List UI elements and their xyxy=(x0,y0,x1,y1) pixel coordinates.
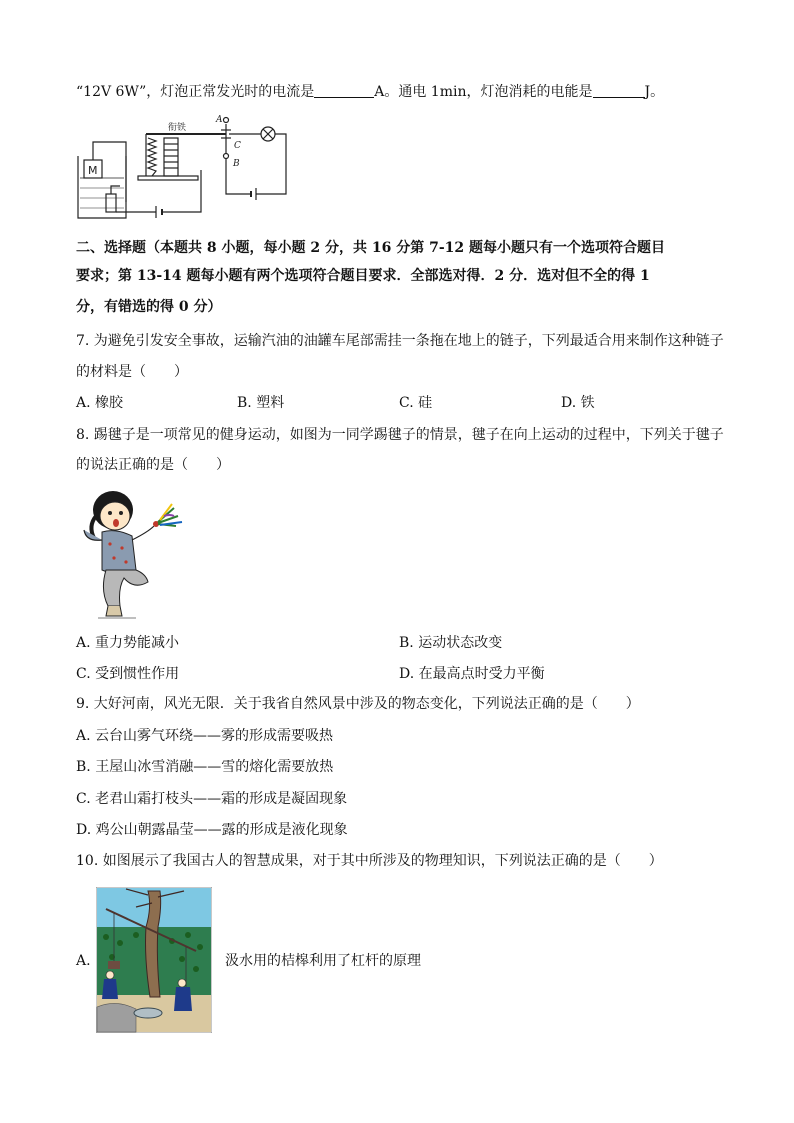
section2-heading-line1: 二、选择题（本题共 8 小题，每小题 2 分，共 16 分第 7-12 题每小题只有一个选项符合题目 xyxy=(76,240,665,256)
section2-heading-line2: 要求；第 13-14 题每小题有两个选项符合题目要求．全部选对得．2 分．选对但不全的得 1 xyxy=(76,268,650,284)
q6-tail-start: “12V 6W”，灯泡正常发光时的电流是 xyxy=(76,84,315,100)
section2-heading-line3: 分，有错选的得 0 分） xyxy=(76,299,222,315)
q9-option-d[interactable]: D. 鸡公山朝露晶莹——露的形成是液化现象 xyxy=(76,822,348,838)
q7-option-d[interactable]: D. 铁 xyxy=(561,395,595,411)
shuttlecock-kicking-illustration xyxy=(78,486,190,622)
well-sweep-illustration xyxy=(96,887,212,1033)
q9-stem: 9. 大好河南，风光无限．关于我省自然风景中涉及的物态变化，下列说法正确的是（ ） xyxy=(76,696,640,712)
q6-current-blank[interactable] xyxy=(314,83,374,98)
q7-option-c[interactable]: C. 硅 xyxy=(399,395,433,411)
q6-tail-unit1: A。通电 1min，灯泡消耗的电能是 xyxy=(374,84,593,100)
q10-option-a-text[interactable]: 汲水用的桔槔利用了杠杆的原理 xyxy=(225,953,421,969)
q8-stem-line2: 的说法正确的是（ ） xyxy=(76,457,230,473)
q8-stem-line1: 8. 踢毽子是一项常见的健身运动，如图为一同学踢毽子的情景，毽子在向上运动的过程中，下列关于毽子 xyxy=(76,427,724,443)
q6-tail-line xyxy=(76,82,664,102)
q8-option-d[interactable]: D. 在最高点时受力平衡 xyxy=(399,666,545,682)
relay-circuit-figure xyxy=(76,110,298,222)
q9-option-b[interactable]: B. 王屋山冰雪消融——雪的熔化需要放热 xyxy=(76,759,334,775)
q7-stem-line1: 7. 为避免引发安全事故，运输汽油的油罐车尾部需挂一条拖在地上的链子，下列最适合用来制作这种链子 xyxy=(76,333,724,349)
q8-option-b[interactable]: B. 运动状态改变 xyxy=(399,635,503,651)
q10-option-a-letter[interactable]: A. xyxy=(76,953,91,969)
q7-option-a[interactable]: A. 橡胶 xyxy=(76,395,124,411)
q10-stem: 10. 如图展示了我国古人的智慧成果，对于其中所涉及的物理知识，下列说法正确的是（ ） xyxy=(76,853,663,869)
q8-option-a[interactable]: A. 重力势能减小 xyxy=(76,635,180,651)
q6-energy-blank[interactable] xyxy=(593,83,645,98)
motor-label: M xyxy=(88,164,98,177)
armature-label: 衔铁 xyxy=(168,123,187,133)
q7-option-b[interactable]: B. 塑料 xyxy=(237,395,285,411)
q9-option-c[interactable]: C. 老君山霜打枝头——霜的形成是凝固现象 xyxy=(76,791,348,807)
q8-option-c[interactable]: C. 受到惯性作用 xyxy=(76,666,180,682)
q9-option-a[interactable]: A. 云台山雾气环绕——雾的形成需要吸热 xyxy=(76,728,334,744)
q7-stem-line2: 的材料是（ ） xyxy=(76,364,188,380)
contact-b-label: B xyxy=(233,159,240,169)
q6-tail-unit2: J。 xyxy=(644,84,665,100)
contact-c-label: C xyxy=(234,141,241,151)
contact-a-label: A xyxy=(216,115,223,125)
